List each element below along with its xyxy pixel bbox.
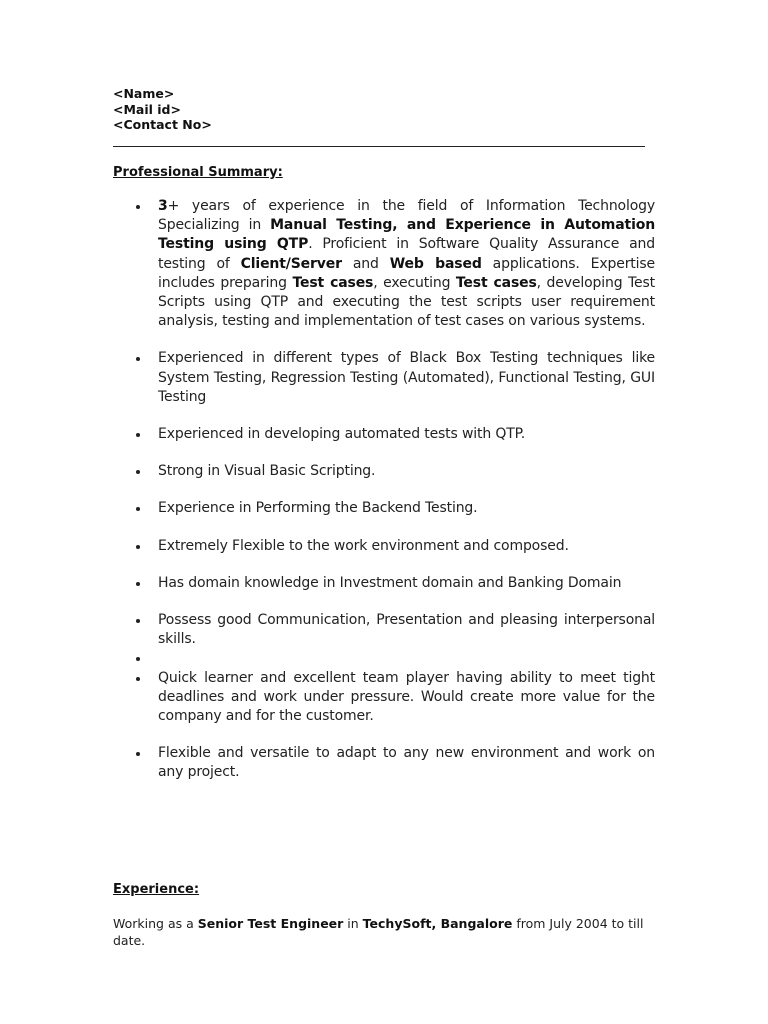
experience-text	[113, 916, 658, 949]
summary-bullet	[136, 611, 655, 649]
text-segment: Extremely Flexible to the work environment and composed.	[158, 537, 569, 554]
text-segment: from July 2004 to till date.	[113, 916, 644, 948]
mail-placeholder: <Mail id>	[113, 101, 181, 117]
bold-text: Senior Test Engineer	[197, 916, 344, 931]
header-divider	[113, 146, 645, 147]
text-segment: Flexible and versatile to adapt to any new environment and work on any project.	[158, 745, 655, 781]
text-segment: applications. Expertise includes preparing	[158, 255, 655, 291]
summary-bullet	[136, 462, 655, 481]
text-segment: Strong in Visual Basic Scripting.	[158, 463, 376, 480]
text-segment: , executing	[373, 274, 456, 291]
bold-text: Client/Server	[240, 255, 342, 272]
summary-bullet	[136, 649, 655, 668]
summary-bullet	[136, 425, 655, 444]
text-segment: and	[341, 255, 390, 272]
summary-bullet	[136, 669, 655, 727]
summary-bullet	[136, 574, 655, 593]
contact-placeholder: <Contact No>	[113, 117, 212, 133]
text-segment: Working as a	[113, 916, 198, 931]
summary-list	[136, 197, 655, 801]
name-placeholder: <Name>	[113, 86, 175, 101]
text-segment: Quick learner and excellent team player having ability to meet tight deadlines and work under pressure. Would create more value for the company and for the customer.	[158, 669, 655, 725]
summary-bullet	[136, 744, 655, 782]
bold-text: Test cases	[292, 274, 374, 291]
text-segment: Experience in Performing the Backend Testing.	[158, 500, 478, 517]
bold-text: 3	[158, 198, 168, 214]
experience-heading: Experience:	[113, 882, 200, 897]
professional-summary-heading: Professional Summary:	[113, 165, 283, 180]
text-segment: in	[343, 916, 363, 931]
text-segment: Experienced in different types of Black Box Testing techniques like System Testing, Regression Testing (Automated), Functional Testing, GUI Testing	[158, 350, 655, 405]
summary-bullet	[136, 499, 655, 518]
bold-text: Test cases	[455, 274, 537, 291]
text-segment: Has domain knowledge in Investment domain and Banking Domain	[158, 574, 622, 591]
text-segment: Experienced in developing automated tests with QTP.	[158, 426, 526, 443]
summary-bullet	[136, 349, 655, 407]
text-segment: + years of experience in the field of Information Technology Specializing in	[158, 198, 655, 234]
summary-bullet	[136, 537, 655, 556]
text-segment: . Proficient in Software Quality Assurance and testing of	[158, 236, 655, 272]
text-segment: Possess good Communication, Presentation and pleasing interpersonal skills.	[158, 612, 655, 648]
bold-text: Web based	[389, 255, 482, 272]
summary-bullet	[136, 197, 655, 331]
bold-text: TechySoft, Bangalore	[362, 916, 513, 931]
contact-header	[113, 86, 212, 133]
text-segment: , developing Test Scripts using QTP and executing the test scripts user requirement analysis, testing and implementation of test cases on various systems.	[158, 274, 655, 330]
bold-text: Manual Testing, and Experience in Automation Testing using QTP	[158, 217, 656, 253]
